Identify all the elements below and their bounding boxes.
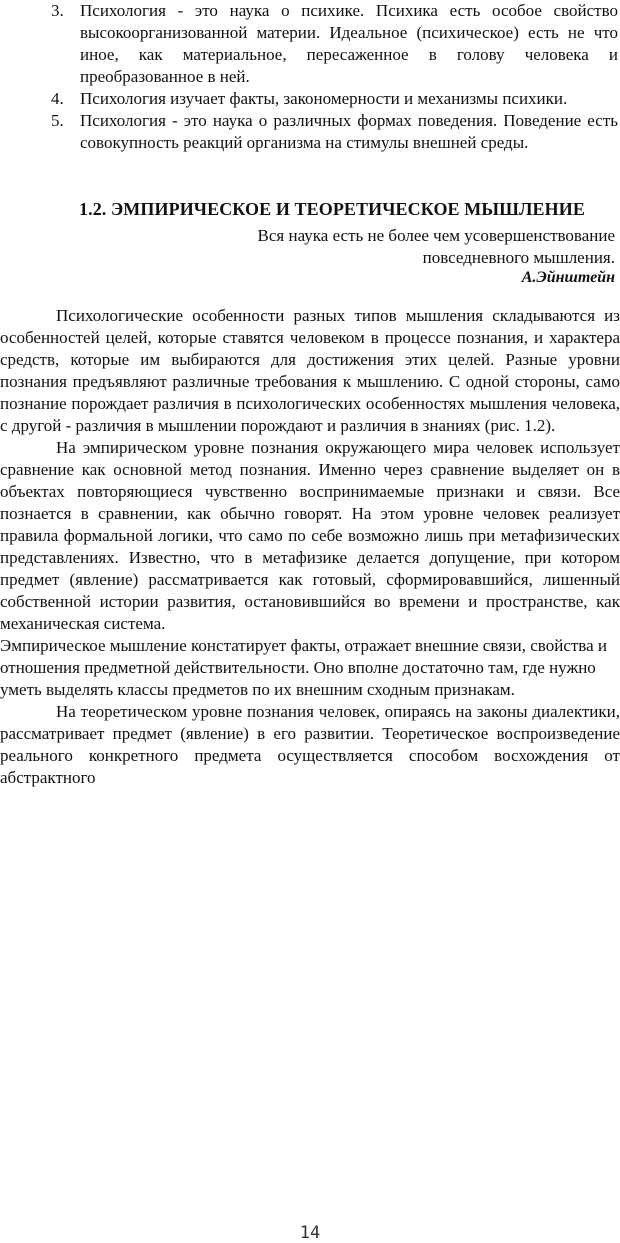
list-item-number: 3. [51,1,64,20]
paragraph: На теоретическом уровне познания человек, опираясь на законы диалектики, рассматривает предмет (явление) в его развитии. Теоретическое воспроизведение реального конкретного предмета осуществляется способом восхождения от абстрактного [0,702,620,787]
page-number: 14 [299,1223,321,1243]
numbered-list [0,0,620,154]
list-item [0,88,620,110]
list-item-number: 4. [51,89,64,108]
epigraph-quote: Вся наука есть не более чем усовершенствование повседневного мышления. [257,226,615,267]
list-item-number: 5. [51,111,64,130]
paragraph: Психологические особенности разных типов мышления складываются из особенностей целей, которые ставятся человеком в процессе познания, и характера средств, которые им выбираются для достижения этих целей. Разные уровни познания предъявляют различные требования к мышлению. С одной стороны, само познание порождает различия в психологических особенностях мышления человека, с другой - различия в мышлении порождают и различия в знаниях (рис. 1.2). [0,306,620,435]
list-item-text: Психология изучает факты, закономерности и механизмы психики. [80,89,568,108]
list-item [0,0,620,88]
body-text [0,305,620,789]
list-item [0,110,620,154]
paragraph: На эмпирическом уровне познания окружающего мира человек использует сравнение как основной метод познания. Именно через сравнение выделяет он в объектах повторяющиеся чувственно воспринимаемые признаки и связи. Все познается в сравнении, как обычно говорят. На этом уровне человек реализует правила формальной логики, что само по себе возможно лишь при метафизических представлениях. Известно, что в метафизике делается допущение, при котором предмет (явление) рассматривается как готовый, сформировавшийся, лишенный собственной истории развития, остановившийся во времени и пространстве, как механическая система. [0,438,620,633]
list-item-text: Психология - это наука о различных формах поведения. Поведение есть совокупность реакций организма на стимулы внешней среды. [80,111,618,152]
epigraph-author: А.Эйнштейн [521,269,615,286]
paragraph: Эмпирическое мышление констатирует факты, отражает внешние связи, свойства и отношения предметной действительности. Оно вполне достаточно там, где нужно уметь выделять классы предметов по их внешним сходным признакам. [0,636,607,699]
list-item-text: Психология - это наука о психике. Психика есть особое свойство высокоорганизованной материи. Идеальное (психическое) есть не что иное, как материальное, пересаженное в голову человека и преобразованное в ней. [80,1,618,86]
section-heading: 1.2. ЭМПИРИЧЕСКОЕ И ТЕОРЕТИЧЕСКОЕ МЫШЛЕНИЕ [79,199,585,219]
